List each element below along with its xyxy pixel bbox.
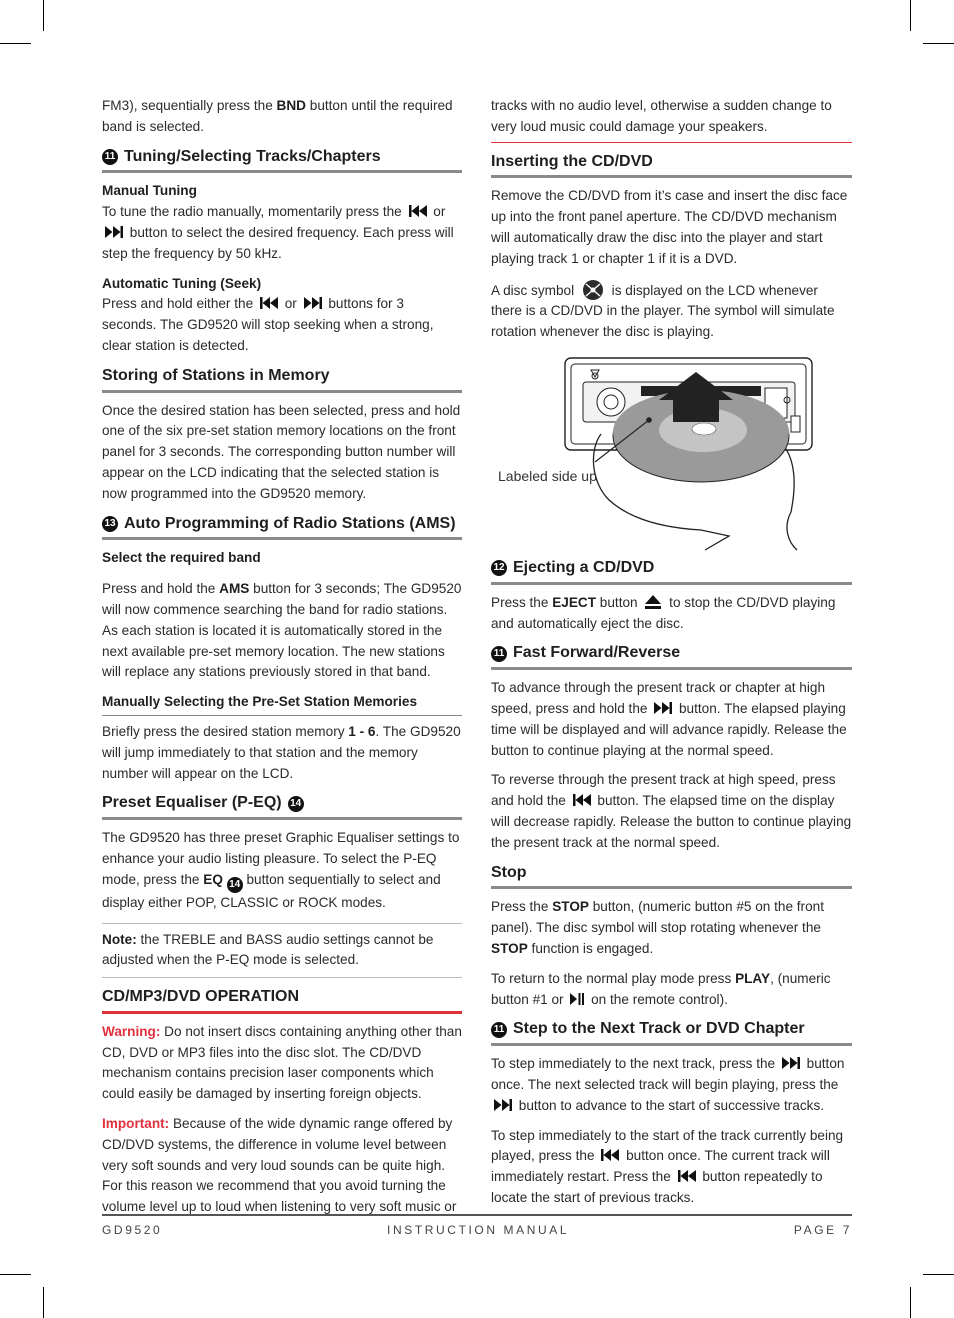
footer-manual-title: INSTRUCTION MANUAL [387, 1223, 570, 1237]
play-text: To return to the normal play mode press PLAY, (numeric button #1 or on the remote control). [491, 970, 831, 1007]
callout-number: 14 [288, 796, 304, 812]
eject-icon [643, 594, 663, 610]
left-column [102, 96, 462, 1227]
eject-text: Press the EJECT button to stop the CD/DVD playing and automatically eject the disc. [491, 594, 836, 631]
stop-text: Press the STOP button, (numeric button #5 on the front panel). The disc symbol will stop rotating whenever the STOP function is engaged. [491, 899, 824, 956]
crop-mark [43, 1287, 44, 1318]
figure-caption: Labeled side up [498, 467, 597, 484]
important-text: Important: Because of the wide dynamic range offered by CD/DVD systems, the difference in volume level between very soft sounds and very loud sounds can be quite high. For this reason we recommend that you avoid turning the volume level up to loud when listening to very soft music or [102, 1116, 457, 1215]
callout-number: 11 [491, 646, 507, 662]
ams-heading: 13 Auto Programming of Radio Stations (AMS) [102, 514, 462, 541]
crop-mark [0, 43, 31, 44]
select-band-subheading: Select the required band [102, 550, 261, 566]
skip-forward-icon [781, 1055, 801, 1071]
crop-mark [910, 1287, 911, 1318]
disc-insertion-illustration [491, 352, 852, 552]
crop-mark [923, 1274, 954, 1275]
eq-note: Note: the TREBLE and BASS audio settings cannot be adjusted when the P-EQ mode is selected. [102, 923, 462, 979]
cd-operation-heading: CD/MP3/DVD OPERATION [102, 987, 462, 1014]
preset-memories-text: Briefly press the desired station memory 1 - 6. The GD9520 will jump immediately to that station and the memory number will appear on the LCD. [102, 723, 461, 781]
footer-page-number: PAGE 7 [793, 1223, 852, 1237]
crop-mark [910, 0, 911, 31]
callout-number: 11 [491, 1022, 507, 1038]
disc-icon [580, 279, 606, 301]
eq-text: The GD9520 has three preset Graphic Equaliser settings to enhance your audio listing pleasure. To select the P-EQ mode, press the EQ 14 button sequentially to select and display either POP, CLASSIC or ROCK modes. [102, 830, 460, 910]
disc-symbol-text: A disc symbol is displayed on the LCD whenever there is a CD/DVD in the player. The symbol will simulate rotation whenever the disc is playing. [491, 279, 852, 343]
crop-mark [0, 1274, 31, 1275]
callout-number: 13 [102, 516, 118, 532]
page-footer [102, 1214, 852, 1237]
skip-forward-icon [493, 1097, 513, 1113]
skip-back-icon [600, 1147, 620, 1163]
storing-text: Once the desired station has been selected, press and hold one of the six pre-set station memory locations on the front panel for 3 seconds. The corresponding button number will appear on the LCD indicating that the selected station is now programmed into the GD9520 memory. [102, 402, 461, 501]
crop-mark [43, 0, 44, 31]
intro-paragraph: FM3), sequentially press the BND button until the required band is selected. [102, 98, 453, 134]
callout-number: 11 [102, 149, 118, 165]
right-column [491, 96, 852, 1218]
step-previous-text: To step immediately to the start of the track currently being played, press the button once. The current track will immediately restart. Press the button repeatedly to locate the start of previous tracks. [491, 1127, 844, 1205]
storing-heading: Storing of Stations in Memory [102, 366, 462, 393]
eq-heading: Preset Equaliser (P-EQ) 14 [102, 793, 462, 820]
skip-back-icon [408, 203, 428, 219]
play-pause-icon [569, 991, 585, 1007]
fast-forward-text: To advance through the present track or chapter at high speed, press and hold the button. The elapsed playing time will be displayed and will advance rapidly. Release the button to continue playing at the normal speed. [491, 680, 847, 758]
intro-continued: tracks with no audio level, otherwise a sudden change to very loud music could damage your speakers. [491, 96, 852, 143]
step-next-text: To step immediately to the next track, press the button once. The next selected track will begin playing, press the button to advance to the start of successive tracks. [491, 1056, 845, 1113]
stop-heading: Stop [491, 863, 852, 890]
manual-tuning-text: To tune the radio manually, momentarily press the or button to select the desired frequency. Each press will step the frequency by 50 kHz. [102, 204, 454, 261]
tuning-heading: 11 Tuning/Selecting Tracks/Chapters [102, 147, 462, 174]
skip-forward-icon [104, 224, 124, 240]
auto-tuning-subheading: Automatic Tuning (Seek) [102, 275, 262, 291]
skip-forward-icon [303, 295, 323, 311]
skip-forward-icon [653, 700, 673, 716]
inserting-text: Remove the CD/DVD from it’s case and insert the disc face up into the front panel aperture. The CD/DVD mechanism will automatically draw the disc into the player and start playing track 1 or chapter 1 if it is a DVD. [491, 188, 848, 266]
skip-back-icon [677, 1168, 697, 1184]
auto-tuning-text: Press and hold either the or buttons for 3 seconds. The GD9520 will stop seeking when a strong, clear station is detected. [102, 296, 434, 353]
skip-back-icon [259, 295, 279, 311]
inserting-heading: Inserting the CD/DVD [491, 152, 852, 179]
preset-memories-subheading: Manually Selecting the Pre-Set Station Memories [102, 692, 462, 716]
crop-mark [923, 43, 954, 44]
skip-back-icon [572, 792, 592, 808]
callout-number: 12 [491, 560, 507, 576]
callout-number: 14 [227, 877, 243, 893]
warning-text: Warning: Do not insert discs containing anything other than CD, DVD or MP3 files into the disc slot. The CD/DVD mechanism contains precision laser components which could easily be damaged by inserting foreign objects. [102, 1023, 462, 1102]
ams-text: Press and hold the AMS button for 3 seconds; The GD9520 will now commence searching the band for radio stations. As each station is located it is automatically stored in the next available pre-set memory location. The new stations will replace any stations previously stored in that band. [102, 581, 462, 680]
eject-heading: 12 Ejecting a CD/DVD [491, 558, 852, 585]
fast-forward-heading: 11 Fast Forward/Reverse [491, 643, 852, 670]
step-heading: 11 Step to the Next Track or DVD Chapter [491, 1019, 852, 1046]
footer-model: GD9520 [102, 1223, 163, 1237]
manual-tuning-subheading: Manual Tuning [102, 183, 197, 199]
reverse-text: To reverse through the present track at high speed, press and hold the button. The elapsed time on the display will decrease rapidly. Release the button to continue playing the present track at the normal speed. [491, 772, 852, 850]
